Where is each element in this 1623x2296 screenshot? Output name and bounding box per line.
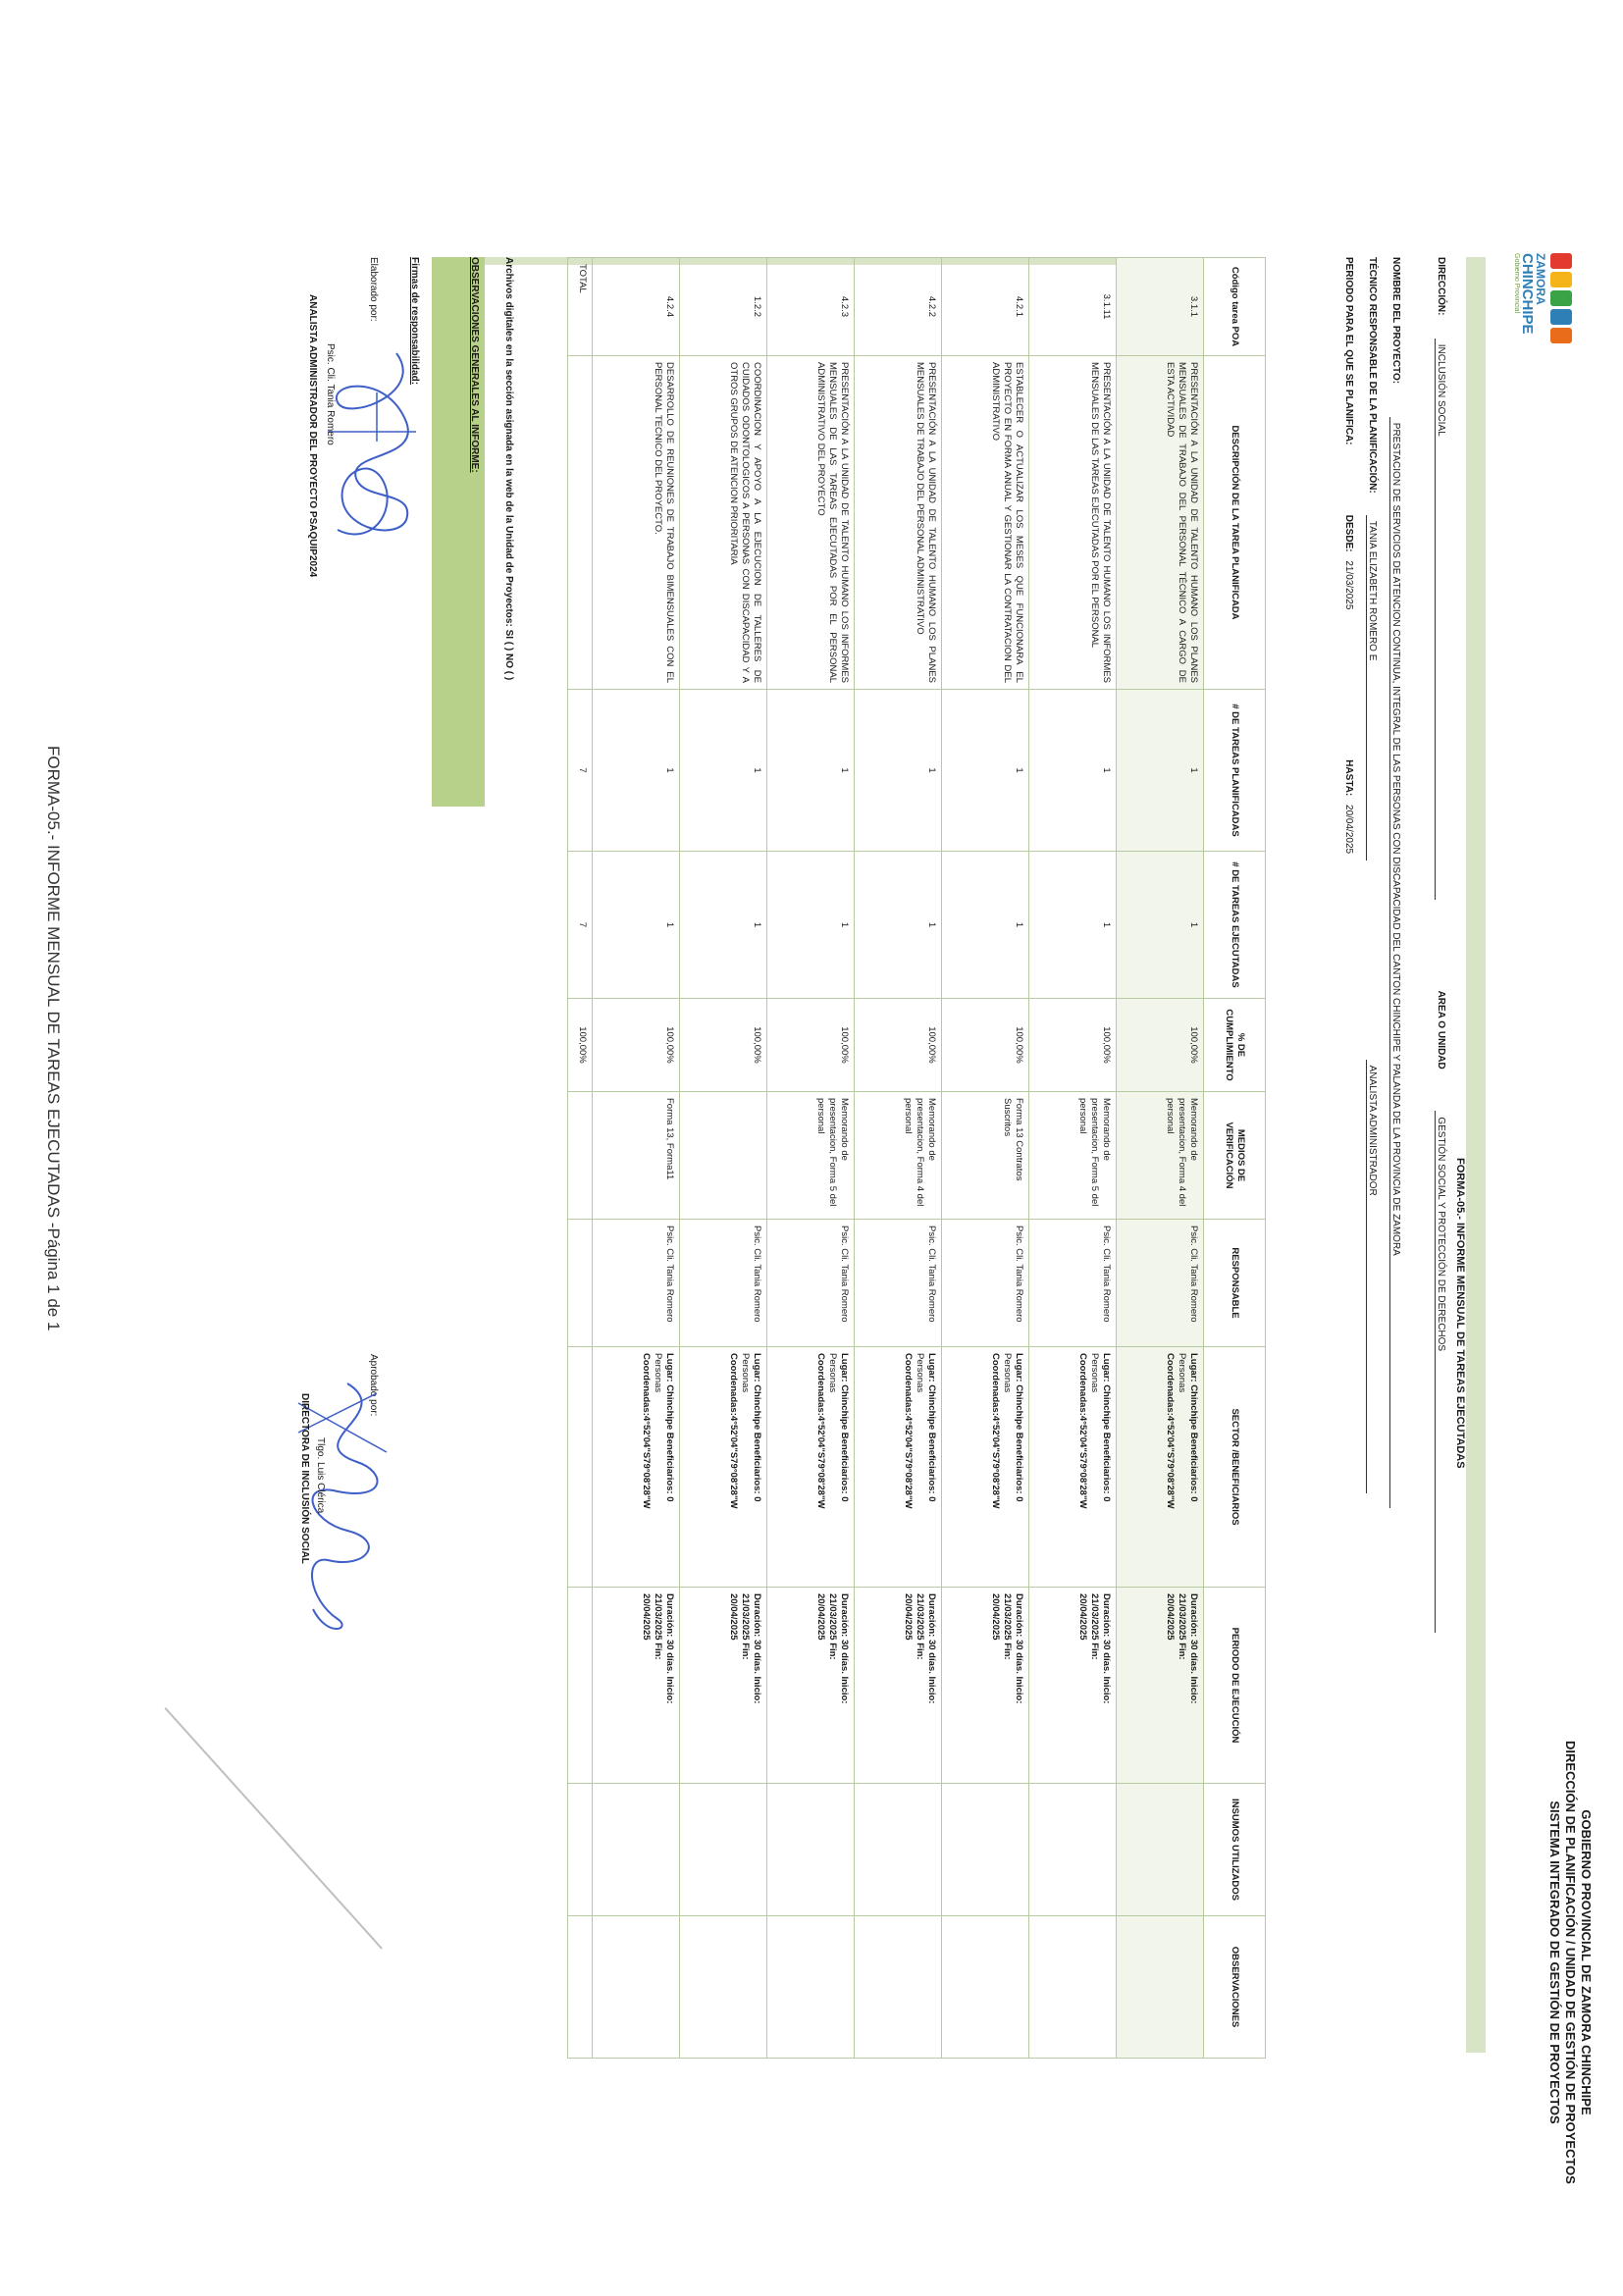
task-executed: 1: [767, 852, 855, 999]
sector-personas: Personas: [1177, 1353, 1187, 1393]
task-code: 4.2.1: [942, 258, 1029, 356]
periodo-inicio-fecha: 21/03/2025: [1002, 1593, 1013, 1641]
sector-lugar: Lugar: Chinchipe: [664, 1353, 675, 1431]
logo-tag: Gobierno Provincial: [1513, 253, 1520, 314]
aprobado-cargo: DIRECTORA DE INCLUSIÓN SOCIAL: [299, 1393, 310, 1564]
total-row: [568, 258, 593, 2059]
total-label: TOTAL: [568, 258, 593, 356]
task-observaciones: [767, 1916, 855, 2059]
col-periodo: PERIODO DE EJECUCIÓN: [1204, 1588, 1266, 1784]
task-medios: Memorando de presentacion, Forma 5 del personal: [1029, 1092, 1117, 1220]
task-executed: 1: [942, 852, 1029, 999]
periodo-inicio-fecha: 21/03/2025: [1177, 1593, 1187, 1641]
logo-line1: ZAMORA: [1534, 253, 1547, 305]
task-responsable: Psic. Cli. Tania Romero: [942, 1220, 1029, 1347]
sector-lugar: Lugar: Chinchipe: [1014, 1353, 1024, 1431]
direccion-label: DIRECCIÓN:: [1436, 257, 1446, 316]
task-medios: Forma 13, Forma11: [593, 1092, 680, 1220]
periodo-inicio-label: Inicio:: [664, 1676, 675, 1704]
periodo-fin-label: Fin:: [1089, 1643, 1100, 1660]
task-planned: 1: [855, 690, 942, 852]
header-green-bar: [1466, 257, 1486, 2053]
task-description: PRESENTACIÓN A LA UNIDAD DE TALENTO HUMANO LOS PLANES MENSUALES DE TRABAJO DEL PERSONAL TÉCNICO A CARGO DE ESTA ACTIVIDAD: [1117, 356, 1204, 690]
task-code: 3.1.1: [1117, 258, 1204, 356]
task-sector: [942, 1347, 1029, 1588]
col-medios: MEDIOS DE VERIFICACIÓN: [1204, 1092, 1266, 1220]
archivos-digitales: Archivos digitales en la sección asignada en la web de la Unidad de Proyectos: SI ( ) NO ( ): [503, 257, 514, 681]
periodo-fin-label: Fin:: [1177, 1643, 1187, 1660]
table-row: [680, 258, 767, 2059]
periodo-inicio-fecha: 21/03/2025: [827, 1593, 838, 1641]
task-insumos: [942, 1784, 1029, 1916]
sector-beneficiarios: Beneficiarios: 0: [1014, 1432, 1024, 1502]
gpzch-logo: [1503, 253, 1572, 381]
task-periodo: [680, 1588, 767, 1784]
periodo-inicio-label: Inicio:: [752, 1676, 762, 1704]
sector-lugar: Lugar: Chinchipe: [1101, 1353, 1112, 1431]
observaciones-label: OBSERVACIONES GENERALES AL INFORME:: [469, 257, 480, 473]
task-observaciones: [680, 1916, 767, 2059]
task-medios: [680, 1092, 767, 1220]
sector-coordenadas: Coordenadas:4°52'04"S79°08'28"W: [1165, 1353, 1176, 1509]
task-planned: 1: [767, 690, 855, 852]
sector-beneficiarios: Beneficiarios: 0: [752, 1432, 762, 1502]
task-insumos: [680, 1784, 767, 1916]
desde-label: DESDE:: [1343, 514, 1354, 552]
form-title: FORMA-05.- INFORME MENSUAL DE TAREAS EJECUTADAS: [1454, 1158, 1466, 1469]
task-sector: [767, 1347, 855, 1588]
task-responsable: Psic. Cli. Tania Romero: [1117, 1220, 1204, 1347]
proyecto-label: NOMBRE DEL PROYECTO:: [1390, 257, 1401, 385]
col-codigo: Código tarea POA: [1204, 258, 1266, 356]
hasta-label: HASTA:: [1343, 759, 1354, 797]
periodo-inicio-label: Inicio:: [1014, 1676, 1024, 1704]
col-descripcion: DESCRIPCIÓN DE LA TAREA PLANIFICADA: [1204, 356, 1266, 690]
sector-beneficiarios: Beneficiarios: 0: [1101, 1432, 1112, 1502]
signature-aprobado-icon: [279, 1374, 406, 1648]
task-periodo: [1117, 1588, 1204, 1784]
government-header: [1546, 1688, 1594, 2237]
aprobado-label: Aprobado por:: [368, 1354, 379, 1417]
col-sector: SECTOR /BENEFICIARIOS: [1204, 1347, 1266, 1588]
task-percent: 100,00%: [942, 999, 1029, 1092]
periodo-fin-label: Fin:: [653, 1643, 663, 1660]
periodo-inicio-fecha: 21/03/2025: [1089, 1593, 1100, 1641]
area-value: GESTIÓN SOCIAL Y PROTECCIÓN DE DERECHOS: [1435, 1111, 1446, 1633]
task-planned: 1: [593, 690, 680, 852]
task-planned: 1: [942, 690, 1029, 852]
table-row: [942, 258, 1029, 2059]
periodo-inicio-label: Inicio:: [1188, 1676, 1199, 1704]
periodo-duracion: Duración: 30 días.: [664, 1593, 675, 1674]
sector-personas: Personas: [915, 1353, 925, 1393]
task-medios: Forma 13 Contratos Suscritos: [942, 1092, 1029, 1220]
elaborado-cargo: ANALISTA ADMINISTRADOR DEL PROYECTO PSAQUIP2024: [307, 294, 318, 578]
sector-beneficiarios: Beneficiarios: 0: [664, 1432, 675, 1502]
task-periodo: [855, 1588, 942, 1784]
sector-beneficiarios: Beneficiarios: 0: [926, 1432, 937, 1502]
task-medios: Memorando de presentacion, Forma 4 del personal: [855, 1092, 942, 1220]
task-description: PRESENTACIÓN A LA UNIDAD DE TALENTO HUMANO LOS INFORMES MENSUALES DE LAS TAREAS EJECUTADAS POR EL PERSONAL ADMINISTRATIVO DEL PROYECTO: [767, 356, 855, 690]
sector-beneficiarios: Beneficiarios: 0: [1188, 1432, 1199, 1502]
periodo-duracion: Duración: 30 días.: [839, 1593, 850, 1674]
periodo-inicio-label: Inicio:: [1101, 1676, 1112, 1704]
tecnico-row: [1366, 257, 1378, 1493]
task-percent: 100,00%: [593, 999, 680, 1092]
sector-coordenadas: Coordenadas:4°52'04"S79°08'28"W: [641, 1353, 652, 1509]
periodo-inicio-label: Inicio:: [839, 1676, 850, 1704]
elaborado-label: Elaborado por:: [368, 257, 379, 322]
task-observaciones: [942, 1916, 1029, 2059]
periodo-duracion: Duración: 30 días.: [1101, 1593, 1112, 1674]
area-label: AREA O UNIDAD: [1436, 990, 1446, 1070]
periodo-fin-label: Fin:: [915, 1643, 925, 1660]
task-insumos: [855, 1784, 942, 1916]
task-percent: 100,00%: [1029, 999, 1117, 1092]
task-percent: 100,00%: [1117, 999, 1204, 1092]
col-responsable: RESPONSABLE: [1204, 1220, 1266, 1347]
periodo-duracion: Duración: 30 días.: [926, 1593, 937, 1674]
periodo-inicio-fecha: 21/03/2025: [915, 1593, 925, 1641]
task-sector: [593, 1347, 680, 1588]
task-medios: Memorando de presentacion, Forma 5 del personal: [767, 1092, 855, 1220]
col-cumplimiento: % DE CUMPLIMIENTO: [1204, 999, 1266, 1092]
task-percent: 100,00%: [680, 999, 767, 1092]
task-executed: 1: [855, 852, 942, 999]
task-sector: [1117, 1347, 1204, 1588]
tecnico-label: TÉCNICO RESPONSABLE DE LA PLANIFICACIÓN:: [1367, 257, 1378, 494]
sector-personas: Personas: [827, 1353, 838, 1393]
task-code: 3.1.11: [1029, 258, 1117, 356]
sector-coordenadas: Coordenadas:4°52'04"S79°08'28"W: [990, 1353, 1001, 1509]
sector-lugar: Lugar: Chinchipe: [752, 1353, 762, 1431]
hasta-value: 20/04/2025: [1343, 805, 1354, 855]
task-observaciones: [1117, 1916, 1204, 2059]
logo-blocks-icon: [1550, 253, 1572, 381]
gov-line3: SISTEMA INTEGRADO DE GESTIÓN DE PROYECTOS: [1547, 1800, 1562, 2124]
col-insumos: INSUMOS UTILIZADOS: [1204, 1784, 1266, 1916]
task-periodo: [767, 1588, 855, 1784]
task-periodo: [1029, 1588, 1117, 1784]
sector-lugar: Lugar: Chinchipe: [926, 1353, 937, 1431]
task-observaciones: [1029, 1916, 1117, 2059]
desde-value: 21/03/2025: [1343, 560, 1354, 610]
page-footer: FORMA-05.- INFORME MENSUAL DE TAREAS EJECUTADAS -Página 1 de 1: [44, 746, 63, 1331]
task-responsable: Psic. Cli. Tania Romero: [855, 1220, 942, 1347]
periodo-fin-fecha: 20/04/2025: [815, 1593, 826, 1641]
task-medios: Memorando de presentacion, Forma 4 del personal: [1117, 1092, 1204, 1220]
task-code: 4.2.3: [767, 258, 855, 356]
col-ejecutadas: # DE TAREAS EJECUTADAS: [1204, 852, 1266, 999]
sector-personas: Personas: [1089, 1353, 1100, 1393]
task-planned: 1: [1117, 690, 1204, 852]
periodo-fin-fecha: 20/04/2025: [641, 1593, 652, 1641]
task-sector: [855, 1347, 942, 1588]
task-executed: 1: [1117, 852, 1204, 999]
table-header-row: [1204, 258, 1266, 2059]
periodo-inicio-fecha: 21/03/2025: [653, 1593, 663, 1641]
table-row: [1029, 258, 1117, 2059]
task-percent: 100,00%: [767, 999, 855, 1092]
table-row: [593, 258, 680, 2059]
task-description: DESARROLLO DE REUNIONES DE TRABAJO BIMENSUALES CON EL PERSONAL TECNICO DEL PROYECTO.: [593, 356, 680, 690]
task-responsable: Psic. Cli. Tania Romero: [680, 1220, 767, 1347]
gov-line2: DIRECCIÓN DE PLANIFICACIÓN / UNIDAD DE GESTIÓN DE PROYECTOS: [1563, 1741, 1578, 2184]
sector-coordenadas: Coordenadas:4°52'04"S79°08'28"W: [1077, 1353, 1088, 1509]
task-responsable: Psic. Cli. Tania Romero: [593, 1220, 680, 1347]
task-executed: 1: [593, 852, 680, 999]
aprobado-nombre: Tlgo. Luis Clérica: [315, 1437, 326, 1514]
periodo-duracion: Duración: 30 días.: [1188, 1593, 1199, 1674]
periodo-inicio-fecha: 21/03/2025: [740, 1593, 751, 1641]
table-row: [1117, 258, 1204, 2059]
periodo-fin-label: Fin:: [740, 1643, 751, 1660]
sector-beneficiarios: Beneficiarios: 0: [839, 1432, 850, 1502]
task-code: 4.2.2: [855, 258, 942, 356]
task-description: PRESENTACIÓN A LA UNIDAD DE TALENTO HUMANO LOS PLANES MENSUALES DE TRABAJO DEL PERSONAL ADMINISTRATIVO: [855, 356, 942, 690]
periodo-duracion: Duración: 30 días.: [1014, 1593, 1024, 1674]
cargo-value: ANALISTA ADMINISTRADOR: [1366, 1060, 1378, 1493]
logo-line2: CHINCHIPE: [1519, 253, 1536, 335]
corner-mark: [165, 1707, 383, 1950]
task-sector: [680, 1347, 767, 1588]
task-insumos: [1029, 1784, 1117, 1916]
task-planned: 1: [1029, 690, 1117, 852]
sector-personas: Personas: [1002, 1353, 1013, 1393]
table-row: [767, 258, 855, 2059]
periodo-row: [1343, 257, 1354, 854]
direccion-value: INCLUSIÓN SOCIAL: [1435, 339, 1446, 900]
task-periodo: [593, 1588, 680, 1784]
sector-personas: Personas: [653, 1353, 663, 1393]
task-percent: 100,00%: [855, 999, 942, 1092]
proyecto-row: [1389, 257, 1401, 1508]
total-plan: 7: [568, 690, 593, 852]
sector-coordenadas: Coordenadas:4°52'04"S79°08'28"W: [728, 1353, 739, 1509]
sector-personas: Personas: [740, 1353, 751, 1393]
elaborado-nombre: Psic. Cli. Tania Romero: [325, 343, 336, 445]
total-ejec: 7: [568, 852, 593, 999]
direccion-row: [1435, 257, 1446, 1633]
task-executed: 1: [680, 852, 767, 999]
col-observaciones: OBSERVACIONES: [1204, 1916, 1266, 2059]
proyecto-value: PRESTACION DE SERVICIOS DE ATENCION CONTINUA, INTEGRAL DE LAS PERSONAS CON DISCAPACIDAD DEL CANTON CHINCHIPE Y PALANDA DE LA PROVINCIA DE ZAMORA: [1389, 417, 1401, 1508]
col-planificadas: # DE TAREAS PLANIFICADAS: [1204, 690, 1266, 852]
task-executed: 1: [1029, 852, 1117, 999]
task-description: ESTABLECER O ACTUALIZAR LOS MESES QUE FUNCIONARA EL PROYECTO EN FORMA ANUAL Y GESTIONAR LA CONTRATACION DEL ADMINISTRATIVO: [942, 356, 1029, 690]
periodo-fin-label: Fin:: [1002, 1643, 1013, 1660]
total-pct: 100,00%: [568, 999, 593, 1092]
table-row: [855, 258, 942, 2059]
periodo-fin-label: Fin:: [827, 1643, 838, 1660]
task-planned: 1: [680, 690, 767, 852]
sector-coordenadas: Coordenadas:4°52'04"S79°08'28"W: [815, 1353, 826, 1509]
task-description: PRESENTACIÓN A LA UNIDAD DE TALENTO HUMANO LOS INFORMES MENSUALES DE LAS TAREAS EJECUTADAS POR EL PERSONAL: [1029, 356, 1117, 690]
signature-elaborado-icon: [318, 334, 436, 559]
task-responsable: Psic. Cli. Tania Romero: [767, 1220, 855, 1347]
task-observaciones: [593, 1916, 680, 2059]
periodo-fin-fecha: 20/04/2025: [903, 1593, 914, 1641]
task-code: 1.2.2: [680, 258, 767, 356]
task-responsable: Psic. Cli. Tania Romero: [1029, 1220, 1117, 1347]
periodo-inicio-label: Inicio:: [926, 1676, 937, 1704]
task-insumos: [767, 1784, 855, 1916]
periodo-fin-fecha: 20/04/2025: [1165, 1593, 1176, 1641]
gov-line1: GOBIERNO PROVINCIAL DE ZAMORA CHINCHIPE: [1579, 1809, 1594, 2115]
task-insumos: [593, 1784, 680, 1916]
periodo-fin-fecha: 20/04/2025: [1077, 1593, 1088, 1641]
periodo-fin-fecha: 20/04/2025: [728, 1593, 739, 1641]
periodo-duracion: Duración: 30 días.: [752, 1593, 762, 1674]
task-periodo: [942, 1588, 1029, 1784]
task-observaciones: [855, 1916, 942, 2059]
task-code: 4.2.4: [593, 258, 680, 356]
sector-lugar: Lugar: Chinchipe: [839, 1353, 850, 1431]
task-insumos: [1117, 1784, 1204, 1916]
firmas-label: Firmas de responsabilidad:: [409, 257, 420, 386]
sector-coordenadas: Coordenadas:4°52'04"S79°08'28"W: [903, 1353, 914, 1509]
task-description: COORDINACION Y APOYO A LA EJECUCION DE TALLERES DE CUIDADOS ODONTOLOGICOS A PERSONAS CON DISCAPACIDAD Y A OTROS GRUPOS DE ATENCION PRIORITARIA: [680, 356, 767, 690]
periodo-fin-fecha: 20/04/2025: [990, 1593, 1001, 1641]
periodo-label: PERIODO PARA EL QUE SE PLANIFICA:: [1343, 257, 1354, 445]
tecnico-value: TANIA ELIZABETH ROMERO E: [1366, 515, 1378, 861]
tasks-table: [567, 257, 1266, 2059]
sector-lugar: Lugar: Chinchipe: [1188, 1353, 1199, 1431]
task-sector: [1029, 1347, 1117, 1588]
